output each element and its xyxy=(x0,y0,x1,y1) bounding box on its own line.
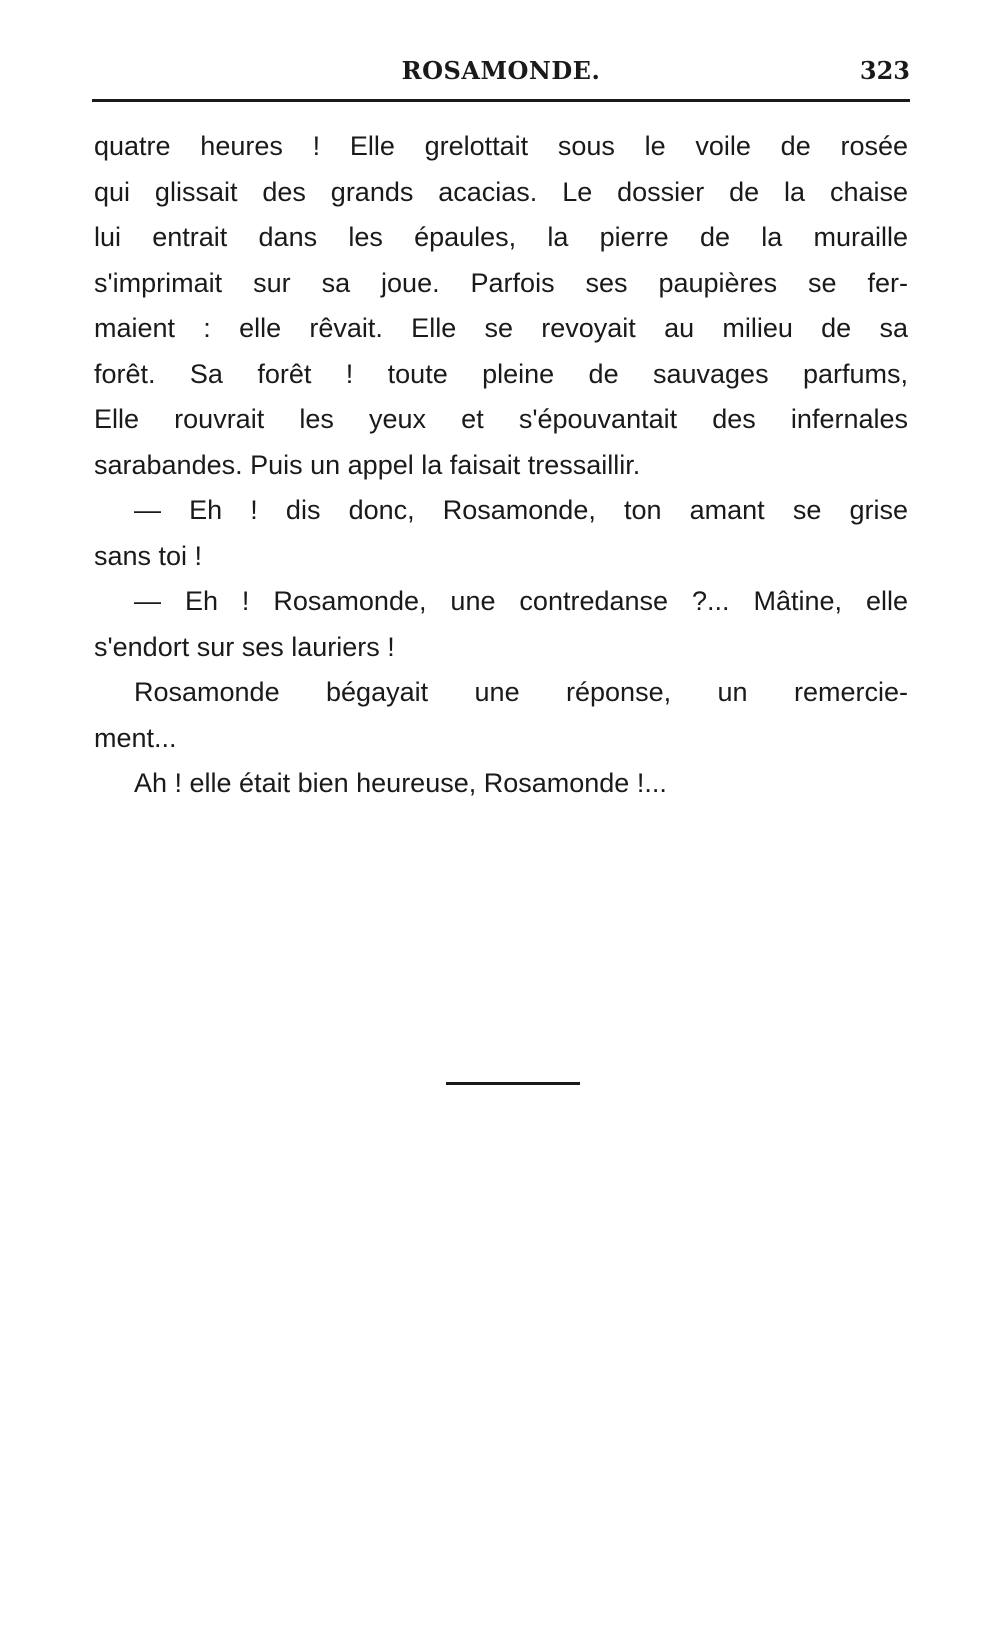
text-line: s'imprimait sur sa joue. Parfois ses paupières se fer- xyxy=(94,267,908,298)
body-text xyxy=(94,124,908,807)
text-line: Rosamonde bégayait une réponse, un remercie- xyxy=(134,677,908,707)
text-line: Elle rouvrait les yeux et s'épouvantait des infernales xyxy=(94,404,908,434)
text-line: qui glissait des grands acacias. Le dossier de la chaise xyxy=(94,176,908,207)
text-line: Ah ! elle était bien heureuse, Rosamonde !... xyxy=(134,768,667,798)
page-number: 323 xyxy=(859,56,910,85)
text-line: lui entrait dans les épaules, la pierre de la muraille xyxy=(94,222,908,252)
text-line: forêt. Sa forêt ! toute pleine de sauvages parfums, xyxy=(94,358,908,389)
text-line: sans toi ! xyxy=(94,540,203,571)
text-line: s'endort sur ses lauriers ! xyxy=(94,631,395,662)
chapter-end-rule xyxy=(446,1082,580,1085)
text-line: ment... xyxy=(94,722,177,753)
text-line: — Eh ! dis donc, Rosamonde, ton amant se grise xyxy=(134,495,908,525)
text-line: maient : elle rêvait. Elle se revoyait au milieu de sa xyxy=(94,313,908,343)
text-line: quatre heures ! Elle grelottait sous le voile de rosée xyxy=(94,131,908,161)
header-rule xyxy=(92,99,910,102)
text-line: sarabandes. Puis un appel la faisait tressaillir. xyxy=(94,449,641,480)
running-title: ROSAMONDE. xyxy=(401,56,601,85)
text-line: — Eh ! Rosamonde, une contredanse ?... Mâtine, elle xyxy=(134,586,908,616)
running-head xyxy=(92,52,910,92)
